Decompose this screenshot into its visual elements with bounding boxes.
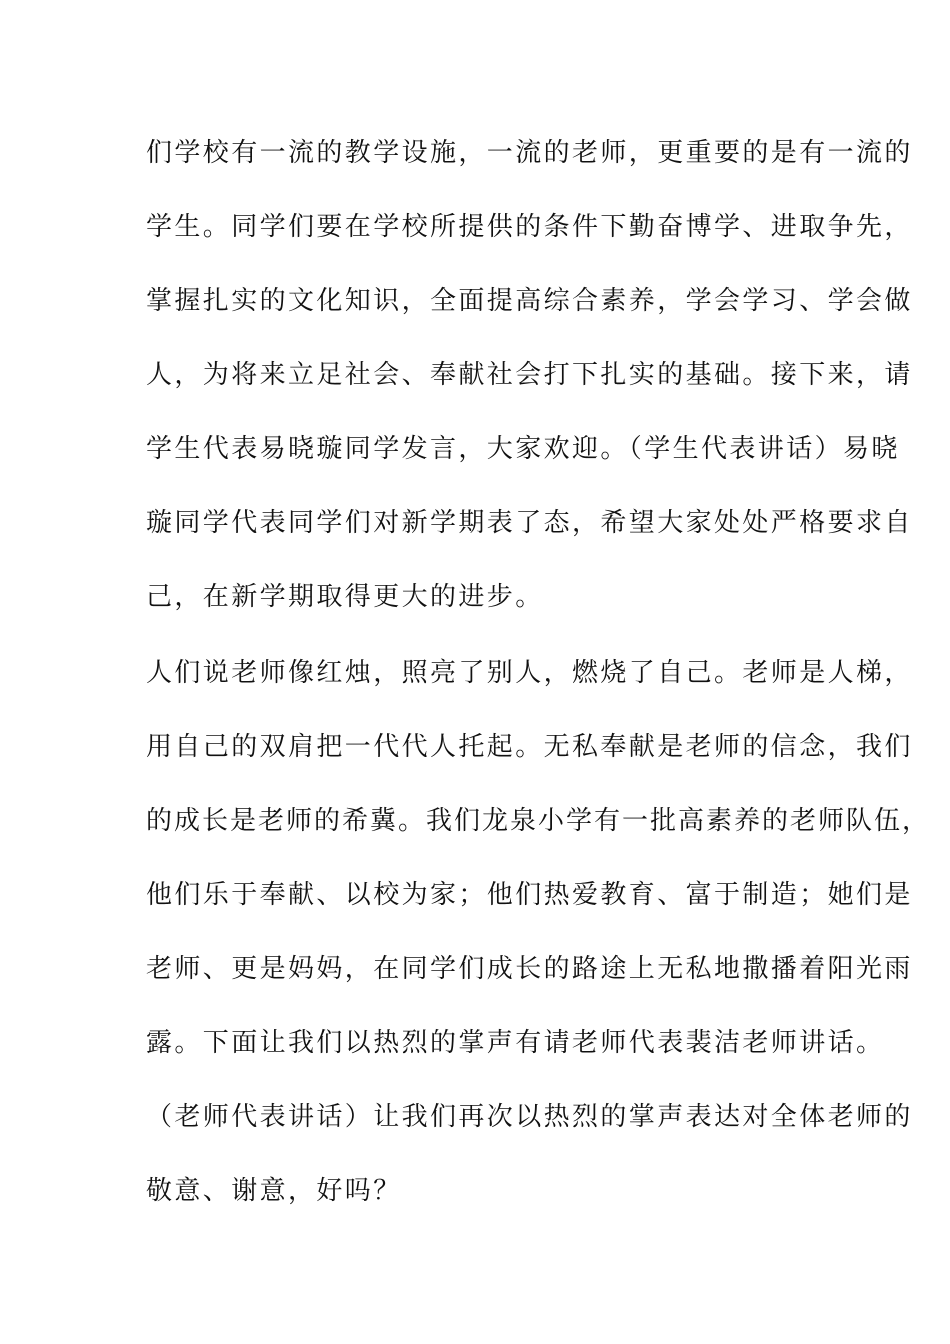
text-line: 老师、更是妈妈，在同学们成长的路途上无私地撒播着阳光雨 <box>146 954 913 984</box>
text-line: 他们乐于奉献、以校为家；他们热爱教育、富于制造；她们是 <box>146 880 913 910</box>
text-line: 人，为将来立足社会、奉献社会打下扎实的基础。接下来，请 <box>146 360 913 390</box>
text-line: 的成长是老师的希冀。我们龙泉小学有一批高素养的老师队伍， <box>146 806 931 836</box>
text-line: 己，在新学期取得更大的进步。 <box>146 582 544 612</box>
text-line: 敬意、谢意，好吗？ <box>146 1176 402 1206</box>
text-line: 学生代表易晓璇同学发言，大家欢迎。（学生代表讲话）易晓 <box>146 434 900 464</box>
text-line: （老师代表讲话）让我们再次以热烈的掌声表达对全体老师的 <box>146 1102 913 1132</box>
text-line: 学生。同学们要在学校所提供的条件下勤奋博学、进取争先， <box>146 212 913 242</box>
text-line: 露。下面让我们以热烈的掌声有请老师代表裴洁老师讲话。 <box>146 1028 885 1058</box>
text-line: 人们说老师像红烛，照亮了别人，燃烧了自己。老师是人梯， <box>146 658 913 688</box>
text-line: 们学校有一流的教学设施，一流的老师，更重要的是有一流的 <box>146 138 913 168</box>
text-line: 掌握扎实的文化知识，全面提高综合素养，学会学习、学会做 <box>146 286 913 316</box>
text-line: 用自己的双肩把一代代人托起。无私奉献是老师的信念，我们 <box>146 732 913 762</box>
text-line: 璇同学代表同学们对新学期表了态，希望大家处处严格要求自 <box>146 508 913 538</box>
